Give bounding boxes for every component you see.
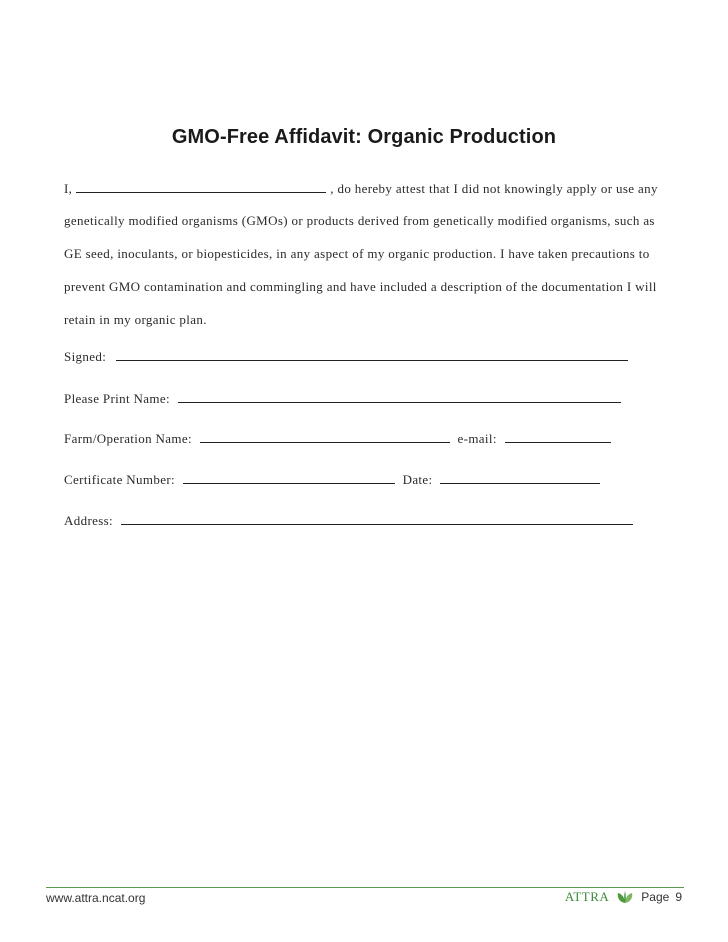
- attra-logo-text: ATTRA: [564, 889, 610, 904]
- certificate-field[interactable]: [183, 472, 395, 484]
- page-title: GMO-Free Affidavit: Organic Production: [171, 126, 557, 148]
- print-name-label: Please Print Name:: [64, 391, 170, 406]
- farm-name-label: Farm/Operation Name:: [64, 431, 192, 446]
- name-blank-field[interactable]: [76, 181, 326, 193]
- certificate-row: [64, 472, 604, 488]
- footer-url[interactable]: www.attra.ncat.org: [46, 891, 146, 905]
- footer-branding: [565, 889, 682, 905]
- paragraph-text: I,: [64, 181, 73, 196]
- farm-row: [64, 431, 615, 447]
- footer-divider: [46, 887, 684, 888]
- paragraph-text: , do hereby attest that I did not knowingly apply or use any: [330, 181, 658, 196]
- address-label: Address:: [64, 513, 114, 528]
- paragraph-line-5: retain in my organic plan.: [64, 312, 207, 327]
- paragraph-line-2: genetically modified organisms (GMOs) or products derived from genetically modified organisms, such as: [64, 213, 655, 228]
- email-field[interactable]: [505, 431, 611, 443]
- date-label: Date:: [402, 472, 433, 487]
- date-field[interactable]: [440, 472, 600, 484]
- paragraph-line-1: [64, 181, 658, 197]
- print-name-field[interactable]: [178, 391, 621, 403]
- address-row: [64, 513, 637, 529]
- print-name-row: [64, 391, 625, 407]
- signed-label: Signed:: [64, 349, 107, 364]
- signed-field[interactable]: [116, 349, 628, 361]
- leaf-icon: [615, 890, 635, 904]
- paragraph-line-3: GE seed, inoculants, or biopesticides, in any aspect of my organic production. I have taken precautions to: [64, 246, 650, 261]
- certificate-label: Certificate Number:: [64, 472, 175, 487]
- email-label: e-mail:: [457, 431, 497, 446]
- signed-row: [64, 349, 632, 365]
- page-number: 9: [675, 890, 682, 904]
- page-label: Page: [641, 890, 670, 904]
- paragraph-line-4: prevent GMO contamination and commingling and have included a description of the documentation I will: [64, 279, 657, 294]
- farm-name-field[interactable]: [200, 431, 450, 443]
- address-field[interactable]: [121, 513, 633, 525]
